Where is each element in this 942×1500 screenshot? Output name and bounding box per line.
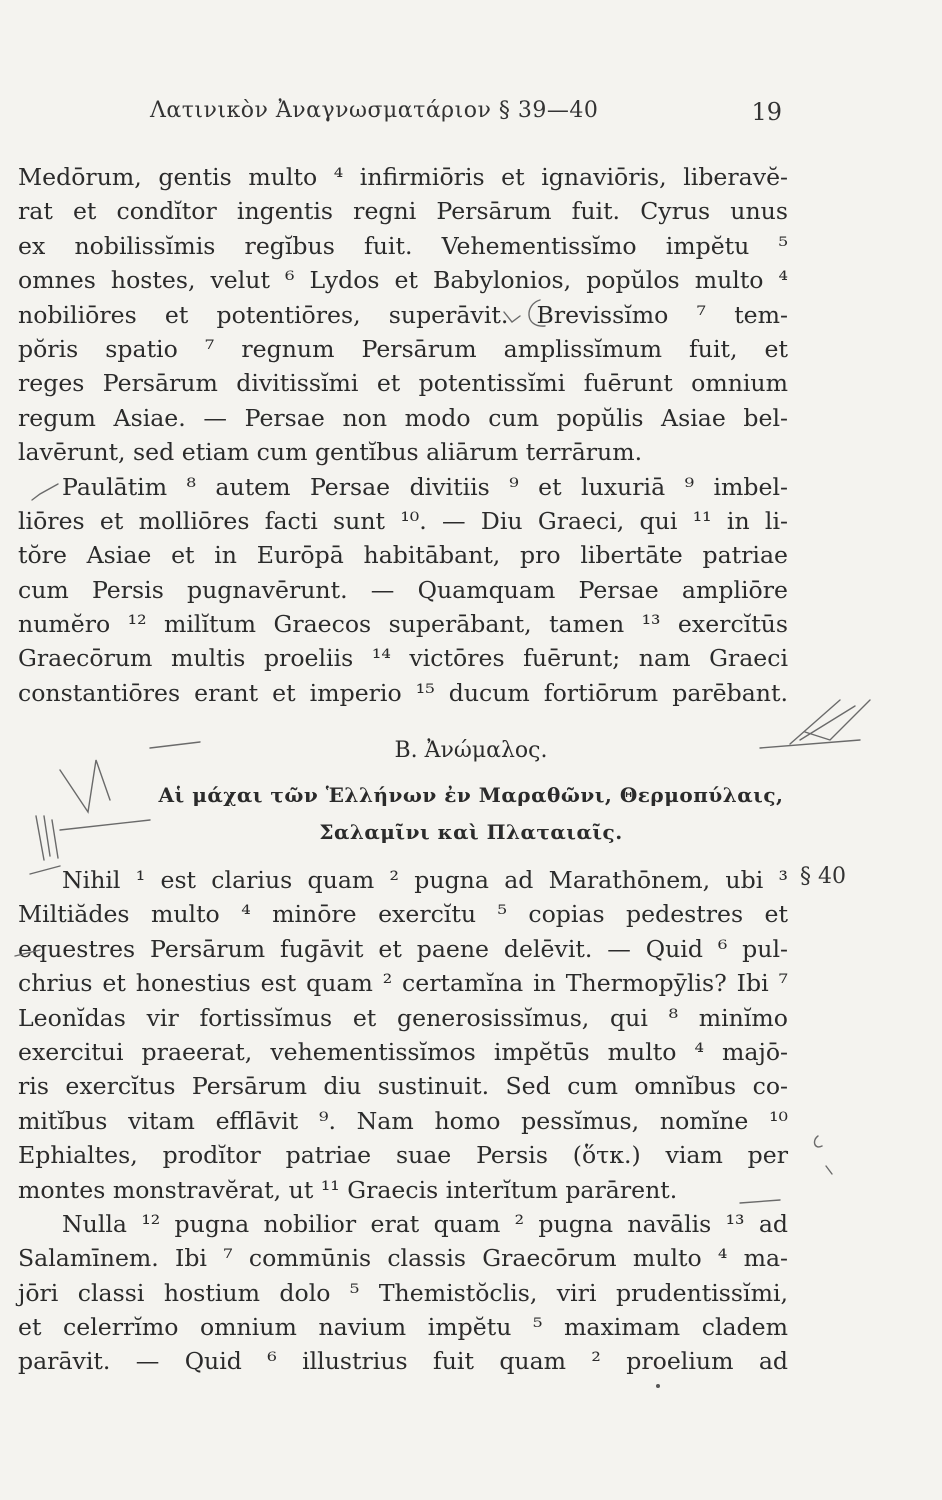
text-line: Ephialtes, prodĭtor patriae suae Persis (ὅτκ.) viam per [18,1141,788,1170]
margin-section-number: § 40 [800,864,846,889]
text-line: exercitui praeerat, vehementissĭmos impĕtūs multo ⁴ majō- [18,1037,788,1066]
text-line: tŏre Asiae et in Eurōpā habitābant, pro libertāte patriae [18,541,788,570]
running-header [0,98,942,132]
text-line: omnes hostes, velut ⁶ Lydos et Babylonios, popŭlos multo ⁴ [18,266,788,295]
greek-title-line-2: Σαλαμῖνι καὶ Πλαταιαῖς. [319,820,623,844]
text-line: equestres Persārum fugāvit et paene delēvit. — Quid ⁶ pul- [18,934,788,963]
text-line: numĕro ¹² milĭtum Graecos superābant, tamen ¹³ exercĭtūs [18,610,788,639]
section-a-text [18,160,788,710]
text-line: constantiōres erant et imperio ¹⁵ ducum fortiōrum parēbant. [18,678,788,707]
ink-dot [656,1384,660,1388]
greek-title-line-1: Αἱ μάχαι τῶν Ἑλλήνων ἐν Μαραθῶνι, Θερμοπύλαις, [158,783,784,807]
text-line: rat et condĭtor ingentis regni Persārum fuit. Cyrus unus [18,197,788,226]
text-line: et celerrĭmo omnium navium impĕtu ⁵ maximam cladem [18,1313,788,1342]
header-title: Λατινικὸν Ἀναγνωσματάριον § 39—40 [150,98,599,123]
page-number: 19 [751,98,782,126]
pencil-stroke [826,1166,832,1174]
text-line: reges Persārum divitissĭmi et potentissĭmi fuērunt omnium [18,369,788,398]
section-b-text [18,863,788,1379]
text-line: regum Asiae. — Persae non modo cum popŭlis Asiae bel- [18,403,788,432]
text-line: ris exercĭtus Persārum diu sustinuit. Sed cum omnĭbus co- [18,1072,788,1101]
text-line: ex nobilissĭmis regĭbus fuit. Vehementissĭmo impĕtu ⁵ [18,231,788,260]
text-line: mitĭbus vitam efflāvit ⁹. Nam homo pessĭmus, nomĭne ¹⁰ [18,1106,788,1135]
text-line: montes monstravĕrat, ut ¹¹ Graecis interĭtum parārent. [18,1175,678,1204]
text-line: nobiliōres et potentiōres, superāvit. Brevissĭmo ⁷ tem- [18,300,788,329]
text-line: Miltiădes multo ⁴ minōre exercĭtu ⁵ copias pedestres et [18,900,788,929]
pencil-stroke [815,1136,822,1147]
text-line: Graecōrum multis proeliis ¹⁴ victōres fuērunt; nam Graeci [18,644,788,673]
text-line: parāvit. — Quid ⁶ illustrius fuit quam ² proelium ad [18,1347,788,1376]
text-line: Medōrum, gentis multo ⁴ infirmiōris et ignaviōris, liberavĕ- [18,163,788,191]
text-line: pŏris spatio ⁷ regnum Persārum amplissĭmum fuit, et [18,334,788,363]
text-line: Salamīnem. Ibi ⁷ commūnis classis Graecōrum multo ⁴ ma- [18,1244,788,1273]
text-line: Nihil ¹ est clarius quam ² pugna ad Marathōnem, ubi ³ [62,866,788,894]
text-line: cum Persis pugnavērunt. — Quamquam Persae ampliōre [18,575,788,604]
section-b-heading: Β. Ἀνώμαλος. [394,738,548,763]
text-line: Paulātim ⁸ autem Persae divitiis ⁹ et luxuriā ⁹ imbel- [62,472,788,501]
text-line: liōres et molliōres facti sunt ¹⁰. — Diu Graeci, qui ¹¹ in li- [18,506,788,535]
text-line: chrius et honestius est quam ² certamĭna in Thermopȳlis? Ibi ⁷ [18,969,788,998]
text-line: jōri classi hostium dolo ⁵ Themistŏclis, viri prudentissĭmi, [18,1278,788,1307]
text-line: lavērunt, sed etiam cum gentĭbus aliārum terrārum. [18,438,643,467]
text-line: Nulla ¹² pugna nobilior erat quam ² pugna navālis ¹³ ad [62,1209,788,1238]
text-line: Leonĭdas vir fortissĭmus et generosissĭmus, qui ⁸ minĭmo [18,1003,788,1032]
